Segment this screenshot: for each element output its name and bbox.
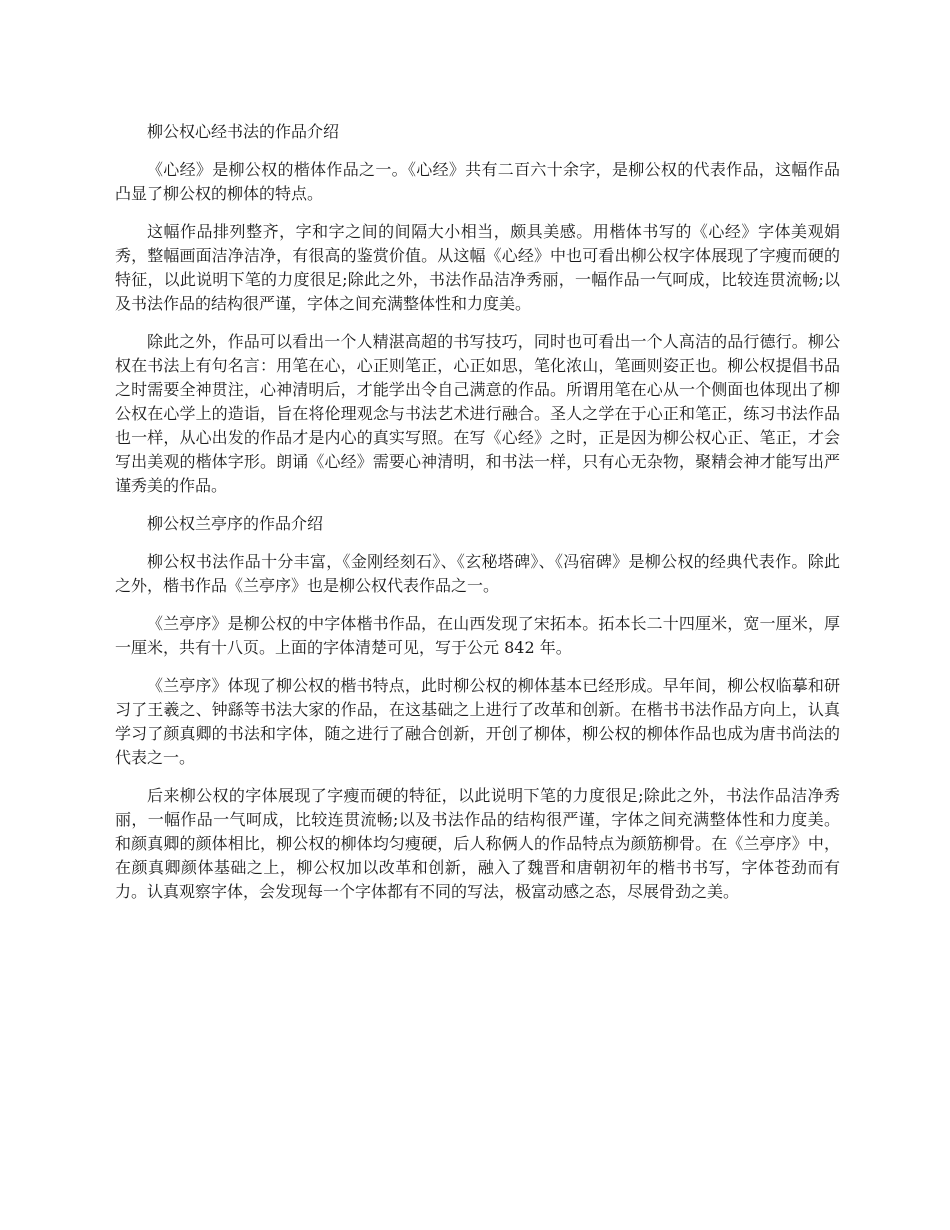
- paragraph-lantingxu-rubbing: 《兰亭序》是柳公权的中字体楷书作品，在山西发现了宋拓本。拓本长二十四厘米，宽一厘米，厚一厘米，共有十八页。上面的字体清楚可见，写于公元 842 年。: [115, 614, 840, 657]
- paragraph-lantingxu-works: 柳公权书法作品十分丰富，《金刚经刻石》、《玄秘塔碑》、《冯宿碑》是柳公权的经典代表作。除此之外，楷书作品《兰亭序》也是柳公权代表作品之一。: [115, 552, 840, 595]
- document-page: [115, 120, 840, 918]
- paragraph-xinjing-layout: 这幅作品排列整齐，字和字之间的间隔大小相当，颇具美感。用楷体书写的《心经》字体美观娟秀，整幅画面洁净洁净，有很高的鉴赏价值。从这幅《心经》中也可看出柳公权字体展现了字瘦而硬的特征，以此说明下笔的力度很足;除此之外，书法作品洁净秀丽，一幅作品一气呵成，比较连贯流畅;以及书法作品的结构很严谨，字体之间充满整体性和力度美。: [115, 222, 840, 313]
- paragraph-lantingxu-style: 《兰亭序》体现了柳公权的楷书特点，此时柳公权的柳体基本已经形成。早年间，柳公权临摹和研习了王羲之、钟繇等书法大家的作品，在这基础之上进行了改革和创新。在楷书书法作品方向上，认真学习了颜真卿的书法和字体，随之进行了融合创新，开创了柳体，柳公权的柳体作品也成为唐书尚法的代表之一。: [115, 676, 840, 767]
- section-heading-xinjing: 柳公权心经书法的作品介绍: [147, 122, 340, 141]
- paragraph-lantingxu-features: 后来柳公权的字体展现了字瘦而硬的特征，以此说明下笔的力度很足;除此之外，书法作品洁净秀丽，一幅作品一气呵成，比较连贯流畅;以及书法作品的结构很严谨，字体之间充满整体性和力度美。和颜真卿的颜体相比，柳公权的柳体均匀瘦硬，后人称俩人的作品特点为颜筋柳骨。在《兰亭序》中，在颜真卿颜体基础之上，柳公权加以改革和创新，融入了魏晋和唐朝初年的楷书书写，字体苍劲而有力。认真观察字体，会发现每一个字体都有不同的写法，极富动感之态，尽展骨劲之美。: [115, 786, 840, 901]
- section-heading-lantingxu: 柳公权兰亭序的作品介绍: [147, 514, 324, 533]
- paragraph-xinjing-intro: 《心经》是柳公权的楷体作品之一。《心经》共有二百六十余字，是柳公权的代表作品，这幅作品凸显了柳公权的柳体的特点。: [115, 160, 840, 203]
- paragraph-xinjing-technique: 除此之外，作品可以看出一个人精湛高超的书写技巧，同时也可看出一个人高洁的品行德行。柳公权在书法上有句名言：用笔在心，心正则笔正，心正如思，笔化浓山，笔画则姿正也。柳公权提倡书品之时需要全神贯注，心神清明后，才能学出令自己满意的作品。所谓用笔在心从一个侧面也体现出了柳公权在心学上的造诣，旨在将伦理观念与书法艺术进行融合。圣人之学在于心正和笔正，练习书法作品也一样，从心出发的作品才是内心的真实写照。在写《心经》之时，正是因为柳公权心正、笔正，才会写出美观的楷体字形。朗诵《心经》需要心神清明，和书法一样，只有心无杂物，聚精会神才能写出严谨秀美的作品。: [115, 332, 840, 495]
